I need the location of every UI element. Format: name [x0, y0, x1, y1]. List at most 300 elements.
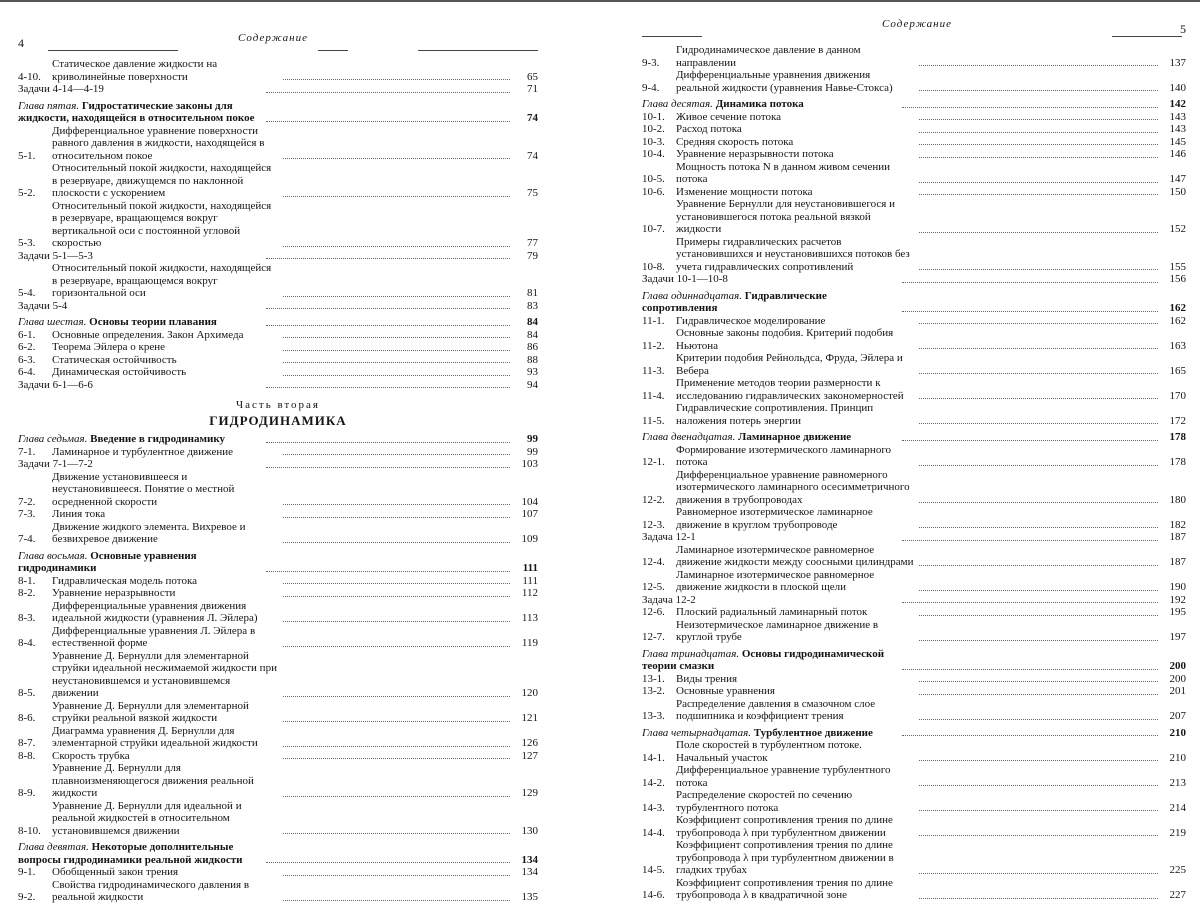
toc-entry [642, 327, 1186, 352]
dot-leader [283, 833, 510, 834]
page-ref: 74 [527, 112, 538, 124]
entry-title: Задачи 5-4 [18, 299, 68, 312]
page-ref: 156 [1169, 273, 1186, 285]
section-number: 5-1. [18, 149, 36, 162]
entry-title: Задача 12-2 [642, 593, 696, 606]
part-label: Часть вторая [235, 399, 320, 411]
page-ref: 210 [1169, 726, 1186, 739]
toc-entry [18, 700, 538, 725]
chapter-entry [18, 316, 538, 329]
section-number: 7-4. [18, 533, 36, 545]
dot-leader [919, 719, 1158, 720]
dot-leader [919, 157, 1158, 158]
dot-leader [902, 735, 1158, 736]
page-ref: 93 [527, 366, 538, 378]
section-number: 14-2. [642, 776, 665, 789]
entry-title: Примеры гидравлических расчетов установившихся и неустановившихся потоков без учета гидравлических сопротивлений [676, 235, 910, 273]
dot-leader [919, 873, 1158, 874]
page-ref: 121 [521, 712, 538, 724]
toc-entry [642, 444, 1186, 469]
section-number: 7-1. [18, 445, 36, 458]
dot-leader [266, 467, 510, 468]
entry-title: Обобщенный закон трения [52, 866, 179, 878]
section-number: 10-7. [642, 223, 665, 235]
entry-title: Коэффициент сопротивления трения по длине трубопровода λ в квадратичной зоне [676, 876, 893, 901]
entry-title: Изменение мощности потока [676, 185, 813, 198]
page-ref: 75 [527, 187, 538, 199]
entry-title: Формирование изотермического ламинарного потока [676, 443, 892, 468]
page-ref: 219 [1169, 826, 1186, 839]
toc-entry [642, 236, 1186, 274]
page-ref: 74 [527, 149, 538, 162]
entry-title: Применение методов теории размерности к исследованию гидравлических закономерностей [676, 377, 904, 402]
toc-entry [642, 161, 1186, 186]
toc-entry [642, 673, 1186, 686]
toc-entry [18, 650, 538, 700]
chapter-entry [18, 433, 538, 446]
section-number: 11-3. [642, 364, 665, 377]
section-number: 14-6. [642, 889, 665, 901]
dot-leader [919, 565, 1158, 566]
page-ref: 200 [1169, 672, 1186, 685]
dot-leader [919, 694, 1158, 695]
toc-entry [18, 446, 538, 459]
page-ref: 172 [1169, 414, 1186, 427]
page-ref: 134 [521, 853, 538, 866]
section-number: 8-3. [18, 612, 36, 624]
section-number: 14-5. [642, 864, 665, 876]
entry-title: Основные законы подобия. Критерий подобия Ньютона [676, 327, 894, 352]
toc-entry [18, 354, 538, 367]
toc-entry [18, 725, 538, 750]
dot-leader [919, 898, 1158, 899]
page-ref: 140 [1169, 81, 1186, 94]
entry-title: Глава четырнадцатая. Турбулентное движение [642, 726, 873, 739]
toc-entry [642, 123, 1186, 136]
page-ref: 111 [522, 562, 538, 574]
section-number: 8-2. [18, 587, 36, 599]
dot-leader [266, 442, 510, 443]
section-number: 8-10. [18, 824, 41, 837]
toc-entry [642, 186, 1186, 199]
toc-entry [642, 315, 1186, 328]
section-number: 6-3. [18, 353, 36, 366]
section-number: 8-5. [18, 687, 36, 699]
chapter-lead: Глава четырнадцатая. [642, 726, 754, 739]
section-number: 5-4. [18, 287, 36, 299]
section-number: 8-9. [18, 787, 36, 799]
entry-title: Мощность потока N в данном живом сечении потока [676, 160, 891, 185]
entry-title: Гидравлические сопротивления. Принцип наложения потерь энергии [676, 402, 874, 427]
toc-entry [642, 606, 1186, 619]
dot-leader [919, 527, 1158, 528]
dot-leader [902, 440, 1158, 441]
page-ref: 187 [1169, 556, 1186, 568]
dot-leader [919, 119, 1158, 120]
chapter-lead: Глава двенадцатая. [642, 431, 739, 443]
toc-entry [642, 148, 1186, 161]
entry-title: Живое сечение потока [676, 110, 782, 123]
toc-entry [18, 341, 538, 354]
dot-leader [919, 144, 1158, 145]
toc-entry [642, 377, 1186, 402]
entry-title: Задача 12-1 [642, 531, 696, 543]
toc-entry [642, 619, 1186, 644]
right-running-title: Содержание [882, 18, 953, 30]
entry-title: Уравнение неразрывности [52, 587, 176, 599]
section-number: 10-2. [642, 123, 665, 135]
entry-title: Задачи 7-1—7-2 [18, 458, 93, 470]
dot-leader [919, 348, 1158, 349]
section-number: 10-8. [642, 260, 665, 273]
right-page [616, 0, 1200, 902]
header-rule [318, 50, 348, 51]
dot-leader [919, 502, 1158, 503]
entry-title: Основные уравнения [676, 685, 775, 697]
entry-title: Статическое давление жидкости на криволинейные поверхности [52, 58, 218, 83]
page-ref: 146 [1169, 148, 1186, 160]
dot-leader [283, 596, 510, 597]
tasks-entry [642, 594, 1186, 607]
section-number: 10-3. [642, 135, 665, 148]
right-page-number: 5 [1180, 22, 1186, 36]
chapter-lead: Глава тринадцатая. [642, 647, 742, 660]
tasks-entry [18, 300, 538, 313]
page-ref: 207 [1169, 710, 1186, 722]
dot-leader [283, 79, 510, 80]
section-number: 13-2. [642, 685, 665, 697]
dot-leader [266, 325, 510, 326]
left-toc [18, 58, 538, 904]
dot-leader [902, 602, 1158, 603]
dot-leader [902, 540, 1158, 541]
toc-entry [642, 402, 1186, 427]
page-ref: 77 [527, 237, 538, 249]
tasks-entry [18, 83, 538, 96]
toc-entry [18, 521, 538, 546]
header-rule [642, 36, 702, 37]
chapter-lead: Глава шестая. [18, 316, 90, 328]
entry-title: Глава восьмая. Основные уравнения гидродинамики [18, 549, 197, 574]
dot-leader [283, 454, 510, 455]
page-ref: 162 [1169, 314, 1186, 327]
left-running-title: Содержание [238, 32, 309, 44]
entry-title: Плоский радиальный ламинарный поток [676, 606, 868, 618]
dot-leader [919, 590, 1158, 591]
toc-entry [642, 506, 1186, 531]
header-rule [48, 50, 178, 51]
section-number: 8-1. [18, 574, 36, 587]
page-ref: 147 [1169, 173, 1186, 185]
tasks-entry [18, 250, 538, 263]
page-ref: 84 [527, 328, 538, 341]
entry-title: Ламинарное изотермическое равномерное движение жидкости в плоской щели [676, 568, 875, 593]
chapter-lead: Глава пятая. [18, 99, 82, 112]
toc-entry [642, 698, 1186, 723]
page-ref: 107 [521, 508, 538, 520]
dot-leader [283, 646, 510, 647]
dot-leader [283, 517, 510, 518]
page-ref: 84 [527, 316, 538, 328]
toc-entry [642, 764, 1186, 789]
entry-title: Дифференциальное уравнение турбулентного потока [676, 764, 891, 789]
chapter-lead: Глава одиннадцатая. [642, 289, 745, 302]
entry-title: Ламинарное изотермическое равномерное движение жидкости между соосными цилиндрами [676, 543, 914, 568]
dot-leader [919, 269, 1158, 270]
toc-entry [18, 162, 538, 200]
toc-entry [642, 569, 1186, 594]
entry-title: Дифференциальные уравнения движения реальной жидкости (уравнения Навье-Стокса) [676, 69, 893, 94]
section-number: 12-1. [642, 456, 665, 468]
dot-leader [919, 323, 1158, 324]
page-ref: 182 [1169, 518, 1186, 531]
section-number: 11-5. [642, 414, 665, 427]
dot-leader [283, 721, 510, 722]
page-ref: 99 [527, 433, 538, 445]
entry-title: Задачи 4-14—4-19 [18, 83, 104, 95]
page-ref: 180 [1169, 493, 1186, 506]
dot-leader [266, 387, 510, 388]
tasks-entry [642, 273, 1186, 286]
page-ref: 109 [521, 533, 538, 545]
toc-entry [642, 469, 1186, 507]
toc-entry [18, 866, 538, 879]
entry-title: Распределение давления в смазочном слое подшипника и коэффициент трения [676, 697, 876, 722]
part-heading [18, 399, 538, 429]
dot-leader [266, 258, 510, 259]
entry-title: Дифференциальное уравнение равномерного изотермического ламинарного осесимметричного движения в трубопроводах [676, 468, 910, 506]
dot-leader [283, 696, 510, 697]
dot-leader [919, 132, 1158, 133]
entry-title: Статическая остойчивость [52, 353, 177, 366]
entry-title: Неизотермическое ламинарное движение в круглой трубе [676, 618, 879, 643]
dot-leader [902, 669, 1158, 670]
page-ref: 99 [527, 445, 538, 458]
section-number: 6-4. [18, 366, 36, 378]
page-ref: 103 [521, 458, 538, 470]
dot-leader [283, 196, 510, 197]
part-title: ГИДРОДИНАМИКА [209, 413, 347, 428]
entry-title: Глава пятая. Гидростатические законы для жидкости, находящейся в относительном покое [18, 99, 255, 124]
toc-entry [18, 625, 538, 650]
header-rule [1112, 36, 1182, 37]
toc-entry [18, 471, 538, 509]
section-number: 8-4. [18, 637, 36, 649]
dot-leader [266, 92, 510, 93]
toc-entry [642, 69, 1186, 94]
page-ref: 130 [521, 824, 538, 837]
entry-title: Основные определения. Закон Архимеда [52, 328, 244, 341]
section-number: 9-1. [18, 866, 36, 878]
page-ref: 79 [527, 249, 538, 262]
entry-title: Уравнение неразрывности потока [676, 148, 834, 160]
toc-entry [642, 198, 1186, 236]
dot-leader [919, 398, 1158, 399]
entry-title: Глава седьмая. Введение в гидродинамику [18, 433, 226, 445]
section-number: 12-6. [642, 606, 665, 618]
page-ref: 195 [1169, 606, 1186, 618]
chapter-entry [18, 841, 538, 866]
tasks-entry [18, 379, 538, 392]
entry-title: Диаграмма уравнения Д. Бернулли для элементарной струйки идеальной жидкости [52, 724, 258, 749]
section-number: 5-2. [18, 187, 36, 199]
section-number: 9-4. [642, 81, 660, 94]
entry-title: Глава двенадцатая. Ламинарное движение [642, 431, 852, 443]
entry-title: Коэффициент сопротивления трения по длине трубопровода λ при турбулентном движении в гладких трубах [676, 839, 894, 876]
page-ref: 129 [521, 787, 538, 799]
page-ref: 88 [527, 353, 538, 366]
tasks-entry [642, 531, 1186, 544]
toc-entry [18, 262, 538, 300]
page-ref: 137 [1169, 56, 1186, 69]
page-ref: 213 [1169, 776, 1186, 789]
dot-leader [283, 158, 510, 159]
dot-leader [283, 337, 510, 338]
dot-leader [283, 796, 510, 797]
section-number: 10-5. [642, 173, 665, 185]
entry-title: Относительный покой жидкости, находящейся в резервуаре, вращающемся вокруг вертикальной оси с постоянной угловой скоростью [52, 199, 272, 249]
page-ref: 187 [1169, 531, 1186, 543]
toc-entry [642, 136, 1186, 149]
section-number: 13-3. [642, 710, 665, 722]
page-ref: 65 [527, 70, 538, 83]
section-number: 14-4. [642, 826, 665, 839]
entry-title: Равномерное изотермическое ламинарное движение в круглом трубопроводе [676, 506, 873, 531]
entry-title: Дифференциальные уравнения движения идеальной жидкости (уравнения Л. Эйлера) [52, 599, 258, 624]
page-ref: 145 [1169, 135, 1186, 148]
dot-leader [919, 465, 1158, 466]
toc-entry [642, 685, 1186, 698]
section-number: 11-4. [642, 389, 665, 402]
entry-title: Коэффициент сопротивления трения по длине трубопровода λ при турбулентном движении [676, 814, 893, 839]
header-rule [418, 50, 538, 51]
chapter-lead: Глава восьмая. [18, 549, 91, 562]
page-ref: 192 [1169, 593, 1186, 606]
page-ref: 135 [521, 891, 538, 903]
entry-title: Расход потока [676, 123, 742, 135]
toc-entry [18, 800, 538, 838]
section-number: 11-2. [642, 339, 665, 352]
page-ref: 126 [521, 737, 538, 749]
entry-title: Глава десятая. Динамика потока [642, 98, 804, 110]
page-ref: 94 [527, 378, 538, 391]
toc-entry [18, 762, 538, 800]
entry-title: Относительный покой жидкости, находящейся в резервуаре, движущемся по наклонной плоскости с ускорением [52, 162, 272, 199]
section-number: 8-6. [18, 712, 36, 724]
page-ref: 104 [521, 495, 538, 508]
dot-leader [266, 308, 510, 309]
toc-entry [18, 200, 538, 250]
page-ref: 165 [1169, 364, 1186, 377]
chapter-entry [642, 98, 1186, 111]
dot-leader [283, 542, 510, 543]
page-ref: 83 [527, 299, 538, 312]
right-toc [642, 44, 1186, 902]
page-ref: 71 [527, 83, 538, 95]
dot-leader [283, 504, 510, 505]
page-ref: 127 [521, 749, 538, 762]
chapter-lead: Глава седьмая. [18, 433, 91, 445]
dot-leader [266, 121, 510, 122]
section-number: 12-4. [642, 556, 665, 568]
entry-title: Уравнение Бернулли для неустановившегося и установившегося потока реальной вязкой жидкости [676, 198, 895, 235]
toc-entry [18, 879, 538, 904]
section-number: 4-10. [18, 70, 41, 83]
entry-title: Виды трения [676, 672, 738, 685]
entry-title: Средняя скорость потока [676, 135, 794, 148]
toc-entry [18, 125, 538, 163]
dot-leader [919, 681, 1158, 682]
page-ref: 143 [1169, 123, 1186, 135]
dot-leader [902, 282, 1158, 283]
page-ref: 214 [1169, 801, 1186, 814]
dot-leader [283, 350, 510, 351]
dot-leader [283, 875, 510, 876]
entry-title: Задачи 6-1—6-6 [18, 378, 93, 391]
entry-title: Линия тока [52, 508, 106, 520]
entry-title: Глава шестая. Основы теории плавания [18, 316, 217, 328]
entry-title: Критерии подобия Рейнольдса, Фруда, Эйлера и Вебера [676, 352, 903, 377]
page-ref: 111 [522, 574, 538, 587]
chapter-entry [642, 727, 1186, 740]
entry-title: Движение установившееся и неустановившееся. Понятие о местной осредненной скорости [52, 470, 235, 508]
page-ref: 81 [527, 287, 538, 299]
toc-entry [18, 366, 538, 379]
page-ref: 119 [521, 637, 538, 649]
toc-entry [18, 58, 538, 83]
toc-entry [18, 575, 538, 588]
section-number: 12-2. [642, 493, 665, 506]
page-ref: 170 [1169, 389, 1186, 402]
dot-leader [266, 571, 510, 572]
entry-title: Уравнение Д. Бернулли для элементарной струйки идеальной несжимаемой жидкости при неустановившемся и установившемся движении [52, 649, 277, 699]
entry-title: Теорема Эйлера о крене [52, 341, 165, 353]
section-number: 6-1. [18, 328, 36, 341]
toc-entry [18, 600, 538, 625]
dot-leader [283, 375, 510, 376]
toc-entry [18, 508, 538, 521]
entry-title: Динамическая остойчивость [52, 366, 187, 378]
section-number: 5-3. [18, 237, 36, 249]
page-ref: 152 [1169, 223, 1186, 235]
page-ref: 86 [527, 341, 538, 353]
dot-leader [919, 640, 1158, 641]
entry-title: Относительный покой жидкости, находящейся в резервуаре, вращающемся вокруг горизонтальной оси [52, 262, 272, 299]
toc-entry [18, 750, 538, 763]
page-ref: 178 [1169, 456, 1186, 468]
dot-leader [283, 758, 510, 759]
section-number: 7-2. [18, 495, 36, 508]
chapter-lead: Глава десятая. [642, 98, 716, 110]
dot-leader [283, 900, 510, 901]
section-number: 14-1. [642, 751, 665, 764]
section-number: 9-2. [18, 891, 36, 903]
toc-entry [642, 839, 1186, 877]
entry-title: Уравнение Д. Бернулли для идеальной и реальной жидкостей в относительном установившемся движении [52, 799, 242, 837]
page-ref: 112 [521, 587, 538, 599]
dot-leader [283, 746, 510, 747]
dot-leader [919, 90, 1158, 91]
dot-leader [919, 423, 1158, 424]
dot-leader [919, 835, 1158, 836]
section-number: 14-3. [642, 801, 665, 814]
dot-leader [919, 65, 1158, 66]
section-number: 7-3. [18, 508, 36, 520]
page-ref: 201 [1169, 685, 1186, 697]
page-ref: 163 [1169, 339, 1186, 352]
page-ref: 178 [1169, 431, 1186, 443]
toc-entry [18, 587, 538, 600]
